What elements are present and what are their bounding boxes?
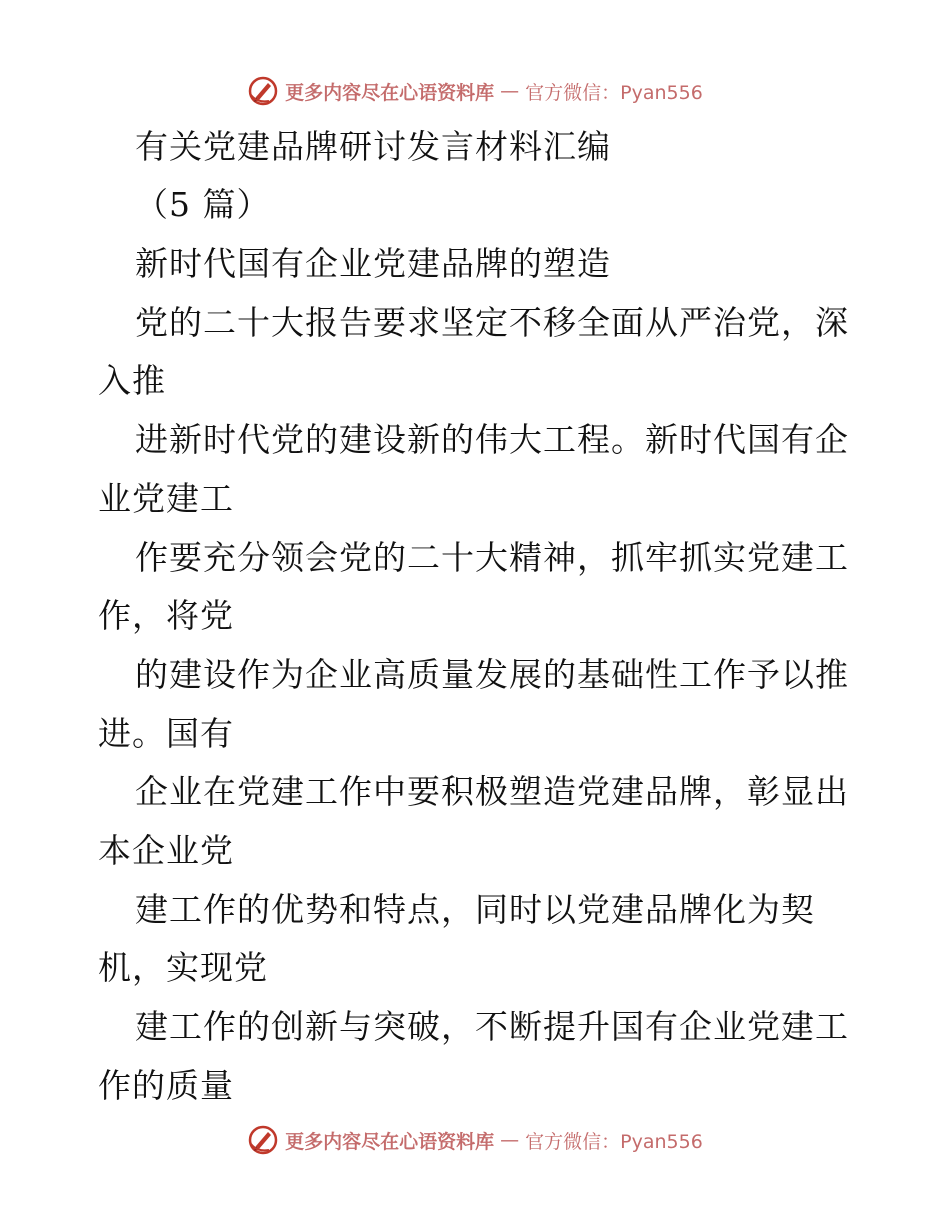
paragraph-line: 入推 bbox=[98, 361, 166, 400]
footer-separator: — bbox=[500, 1129, 520, 1151]
document-title: 有关党建品牌研讨发言材料汇编 bbox=[135, 127, 611, 166]
pen-circle-logo-icon bbox=[247, 1124, 279, 1156]
paragraph-line: 本企业党 bbox=[98, 831, 234, 870]
pen-circle-logo-icon bbox=[247, 75, 279, 107]
header-banner bbox=[0, 71, 950, 111]
paragraph-line: 党的二十大报告要求坚定不移全面从严治党，深 bbox=[135, 303, 849, 342]
paragraph-line: 机，实现党 bbox=[98, 948, 268, 987]
header-site-text: 更多内容尽在心语资料库 bbox=[285, 81, 495, 104]
header-wechat-text: 官方微信：Pyan556 bbox=[525, 81, 703, 104]
paragraph-line: 进。国有 bbox=[98, 714, 234, 753]
paragraph-line: 业党建工 bbox=[98, 479, 234, 518]
section-heading: 新时代国有企业党建品牌的塑造 bbox=[135, 244, 611, 283]
paragraph-line: 的建设作为企业高质量发展的基础性工作予以推 bbox=[135, 655, 849, 694]
header-separator: — bbox=[500, 80, 520, 102]
paragraph-line: 企业在党建工作中要积极塑造党建品牌，彰显出 bbox=[135, 772, 849, 811]
document-subtitle: （5 篇） bbox=[135, 185, 271, 224]
paragraph-line: 作，将党 bbox=[98, 596, 234, 635]
paragraph-line: 作的质量 bbox=[98, 1066, 234, 1105]
footer-site-text: 更多内容尽在心语资料库 bbox=[285, 1130, 495, 1153]
footer-banner bbox=[0, 1120, 950, 1160]
footer-wechat-text: 官方微信：Pyan556 bbox=[525, 1130, 703, 1153]
paragraph-line: 进新时代党的建设新的伟大工程。新时代国有企 bbox=[135, 420, 849, 459]
paragraph-line: 建工作的优势和特点，同时以党建品牌化为契 bbox=[135, 890, 815, 929]
paragraph-line: 作要充分领会党的二十大精神，抓牢抓实党建工 bbox=[135, 538, 849, 577]
paragraph-line: 建工作的创新与突破，不断提升国有企业党建工 bbox=[135, 1007, 849, 1046]
